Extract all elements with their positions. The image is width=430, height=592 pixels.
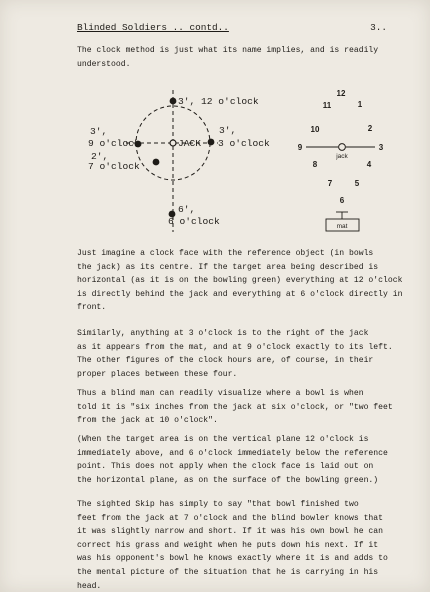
label-7-oclock-distance: 2', — [91, 151, 109, 162]
label-7-oclock: 7 o'clock — [88, 161, 140, 172]
paragraph-clock-face: Just imagine a clock face with the reference object (in bowls the jack) as its centre. If the target area being described is horizontal (as it is on the bowling green) everything at 12 o'clock is directly behind the jack and everything at 6 o'clock directly in front. — [77, 249, 403, 313]
paragraph-similarly: Similarly, anything at 3 o'clock is to the right of the jack as it appears from the mat, and at 9 o'clock exactly to its left. The other figures of the clock hours are, of course, in their proper places between these four. — [77, 329, 393, 379]
bowl-12-oclock — [170, 98, 177, 105]
label-9-oclock-distance: 3', — [90, 126, 108, 137]
paragraph-sighted-skip: The sighted Skip has simply to say "that bowl finished two feet from the jack at 7 o'clock and the blind bowler knows that it was slightly narrow and short. If it was his own bowl he can correct his grass and weight when he puts down his next. If it was his opponent's bowl he knows exactly where it is and adds to the mental picture of the situation that he is carrying in his head. — [77, 500, 388, 591]
clock-jack-label: jack — [336, 153, 348, 160]
bowl-7-oclock — [153, 159, 160, 166]
label-12-oclock: 3', 12 o'clock — [178, 96, 259, 107]
clock-number-12: 12 — [336, 89, 346, 98]
clock-jack-marker — [339, 144, 346, 151]
clock-number-1: 1 — [357, 100, 363, 109]
jack-marker — [170, 140, 176, 146]
header-title: Blinded Soldiers .. contd.. — [77, 22, 229, 33]
clock-number-5: 5 — [354, 179, 360, 188]
paragraph-vertical-plane: (When the target area is on the vertical plane 12 o'clock is immediately above, and 6 o'clock immediately below the reference point. This does not apply when the clock face is laid out on the horizontal plane, as on the surface of the bowling green.) — [77, 435, 388, 485]
intro-paragraph: The clock method is just what its name implies, and is readily understood. — [77, 46, 379, 69]
clock-number-4: 4 — [366, 160, 372, 169]
label-9-oclock: 9 o'clock — [88, 138, 140, 149]
clock-number-7: 7 — [327, 179, 333, 188]
clock-number-6: 6 — [339, 196, 345, 205]
label-3-oclock-distance: 3', — [219, 125, 237, 136]
clock-number-2: 2 — [367, 124, 373, 133]
clock-face-diagram — [298, 89, 384, 231]
mat-label: mat — [336, 223, 348, 230]
clock-number-11: 11 — [322, 101, 332, 110]
clock-number-9: 9 — [297, 143, 303, 152]
clock-number-8: 8 — [312, 160, 318, 169]
label-6-oclock-distance: 6', — [178, 204, 196, 215]
clock-number-10: 10 — [310, 125, 320, 134]
clock-number-3: 3 — [378, 143, 384, 152]
bowl-3-oclock — [208, 139, 215, 146]
label-jack: JACK — [178, 138, 202, 149]
label-3-oclock: 3 o'clock — [218, 138, 270, 149]
paragraph-visualize: Thus a blind man can readily visualize where a bowl is when told it is "six inches from the jack at six o'clock, or "two feet from the jack at 10 o'clock". — [77, 389, 393, 426]
label-6-oclock: 6 o'clock — [168, 216, 220, 227]
page-number: 3.. — [370, 22, 387, 33]
